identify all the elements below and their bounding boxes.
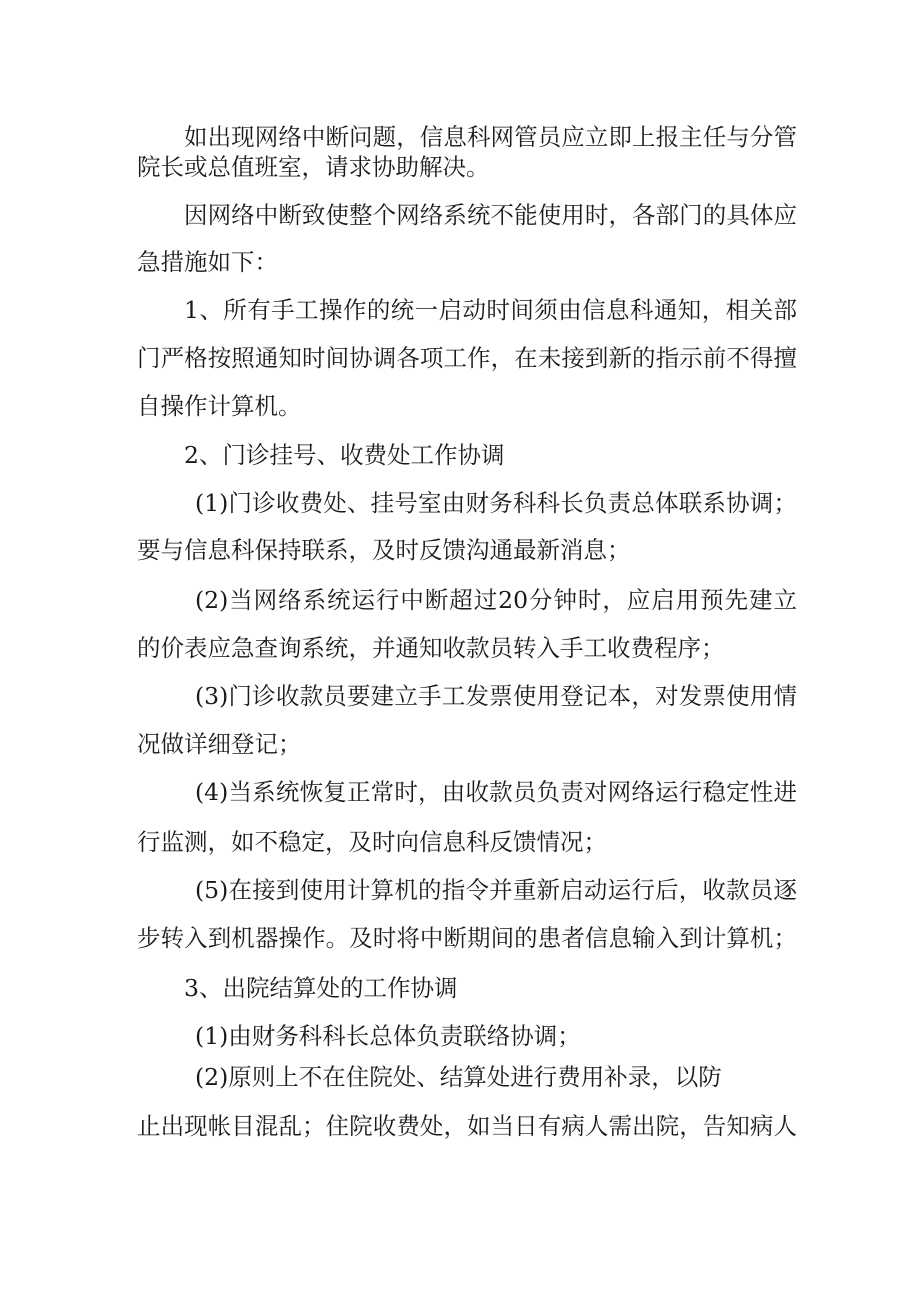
paragraph-line: 如出现网络中断问题，信息科网管员应立即上报主任与分管 [184, 123, 797, 151]
paragraph-line: 因网络中断致使整个网络系统不能使用时，各部门的具体应 [184, 201, 797, 229]
section-heading: 2、门诊挂号、收费处工作协调 [184, 441, 505, 469]
paragraph-line: (5)在接到使用计算机的指令并重新启动运行后，收款员逐 [195, 876, 797, 904]
section-heading: 3、出院结算处的工作协调 [184, 974, 458, 1002]
paragraph-line: 急措施如下： [137, 248, 278, 276]
paragraph-line: (3)门诊收款员要建立手工发票使用登记本，对发票使用情 [195, 682, 797, 710]
paragraph-line: (4)当系统恢复正常时，由收款员负责对网络运行稳定性进 [195, 778, 797, 806]
paragraph-line: (2)原则上不在住院处、结算处进行费用补录，以防 [195, 1063, 722, 1091]
paragraph-line: 况做详细登记； [137, 730, 302, 758]
paragraph-line: 步转入到机器操作。及时将中断期间的患者信息输入到计算机； [137, 924, 797, 952]
paragraph-line: 止出现帐目混乱；住院收费处，如当日有病人需出院，告知病人 [137, 1112, 797, 1140]
paragraph-line: (1)门诊收费处、挂号室由财务科科长负责总体联系协调； [195, 489, 797, 517]
paragraph-line: (2)当网络系统运行中断超过20分钟时，应启用预先建立 [195, 586, 797, 614]
paragraph-line: 门严格按照通知时间协调各项工作，在未接到新的指示前不得擅 [137, 344, 797, 372]
paragraph-line: 行监测，如不稳定，及时向信息科反馈情况； [137, 828, 607, 856]
paragraph-line: 的价表应急查询系统，并通知收款员转入手工收费程序； [137, 634, 725, 662]
paragraph-line: 自操作计算机。 [137, 392, 302, 420]
paragraph-line: (1)由财务科科长总体负责联络协调； [195, 1022, 581, 1050]
paragraph-line: 院长或总值班室，请求协助解决。 [137, 153, 490, 181]
paragraph-line: 1、所有手工操作的统一启动时间须由信息科通知，相关部 [184, 296, 797, 324]
paragraph-line: 要与信息科保持联系，及时反馈沟通最新消息； [137, 536, 631, 564]
